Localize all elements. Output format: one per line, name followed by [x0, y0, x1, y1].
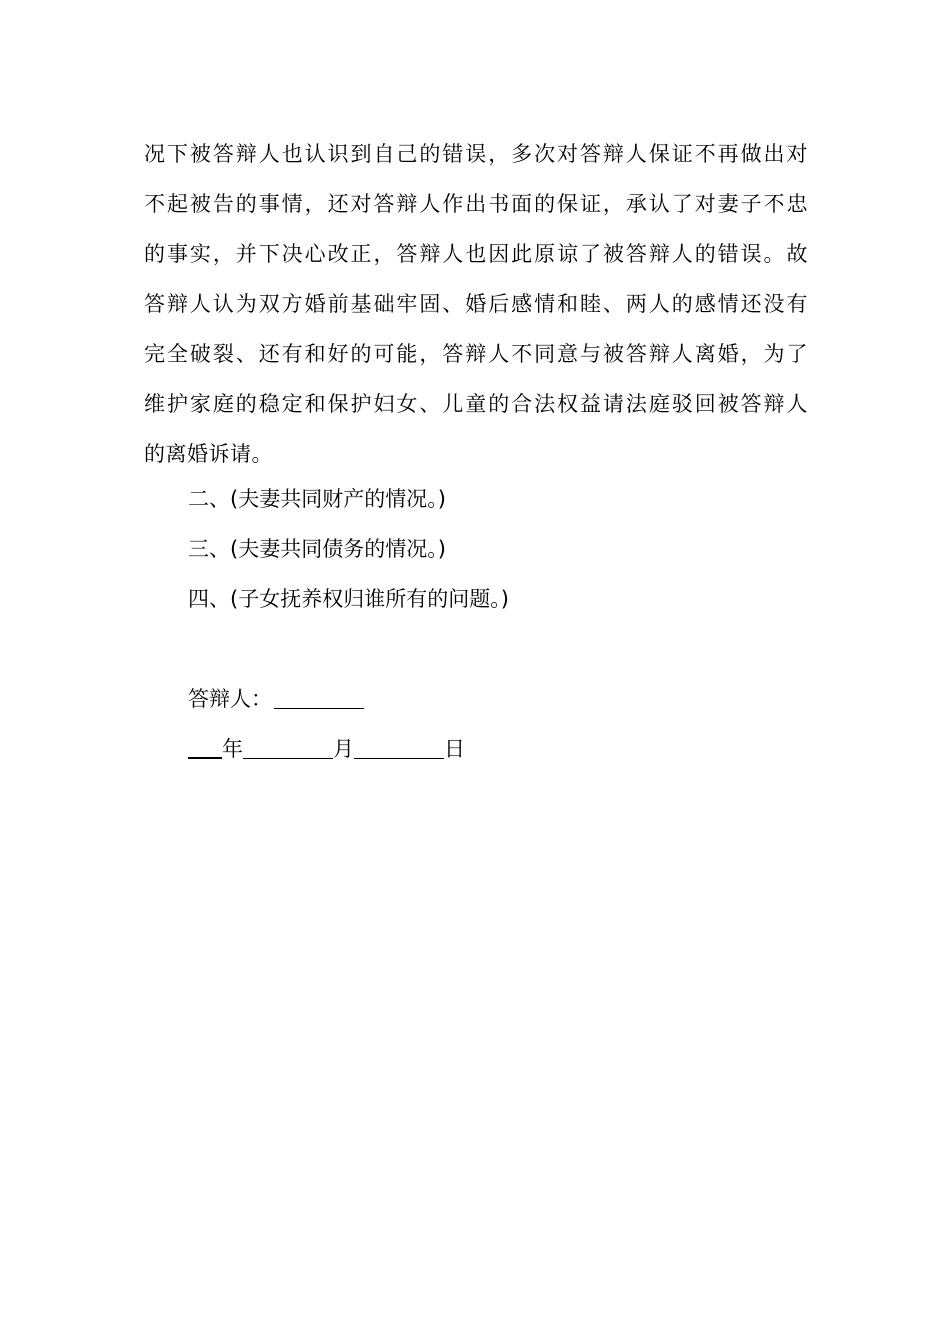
- month-label: 月: [333, 737, 354, 761]
- paragraph-line: 完全破裂、还有和好的可能，答辩人不同意与被答辩人离婚，为了: [144, 342, 808, 366]
- item-custody: 四、(子女抚养权归谁所有的问题。): [188, 587, 509, 611]
- date-row: [188, 724, 465, 774]
- day-label: 日: [444, 737, 465, 761]
- paragraph-line: 的事实，并下决心改正，答辩人也因此原谅了被答辩人的错误。故: [144, 242, 808, 266]
- paragraph-line: 答辩人认为双方婚前基础牢固、婚后感情和睦、两人的感情还没有: [144, 292, 808, 316]
- paragraph-line: 不起被告的事情，还对答辩人作出书面的保证，承认了对妻子不忠: [144, 192, 808, 216]
- year-label: 年: [222, 737, 243, 761]
- signature-blank[interactable]: [274, 688, 364, 709]
- item-debts: 三、(夫妻共同债务的情况。): [188, 537, 446, 561]
- item-property: 二、(夫妻共同财产的情况。): [188, 487, 446, 511]
- signature-row: [188, 674, 364, 724]
- paragraph-line: 的离婚诉请。: [144, 442, 273, 466]
- paragraph-line: 维护家庭的稳定和保护妇女、儿童的合法权益请法庭驳回被答辩人: [144, 392, 808, 416]
- paragraph-line: 况下被答辩人也认识到自己的错误，多次对答辩人保证不再做出对: [144, 142, 808, 166]
- signature-label: 答辩人：: [188, 687, 272, 711]
- month-blank[interactable]: [243, 738, 333, 759]
- year-blank[interactable]: [188, 737, 222, 759]
- body-paragraph: [144, 129, 808, 479]
- day-blank[interactable]: [354, 738, 444, 759]
